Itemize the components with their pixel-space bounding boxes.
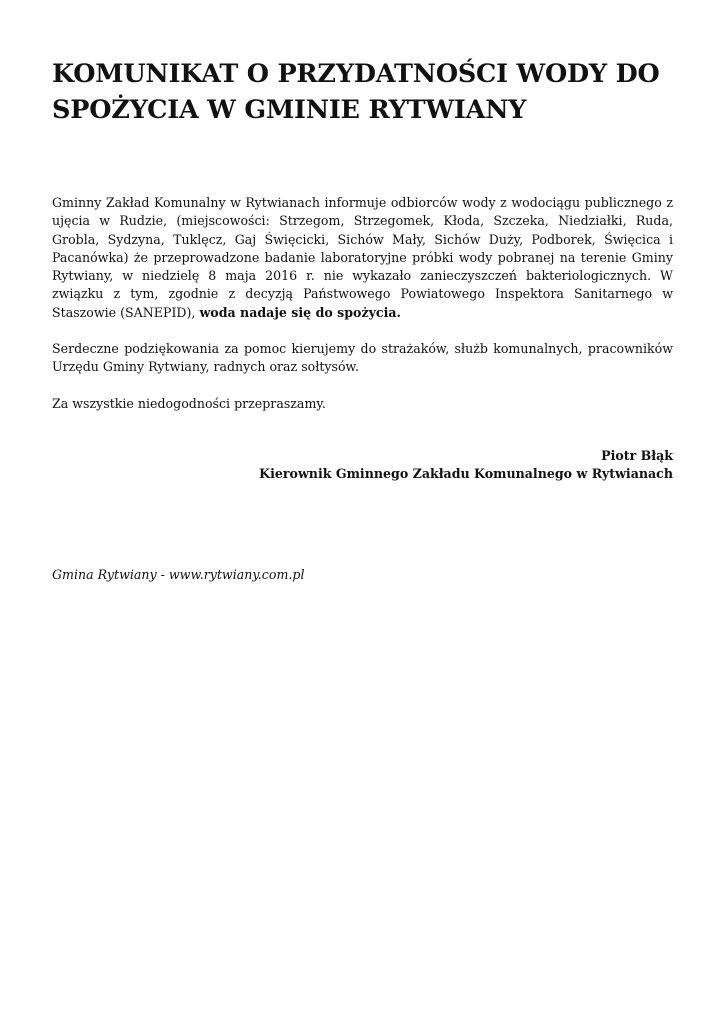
signature-name: Piotr Błąk	[601, 447, 673, 463]
page-footer: Gmina Rytwiany - www.rytwiany.com.pl	[52, 566, 305, 582]
document-title: KOMUNIKAT O PRZYDATNOŚCI WODY DO SPOŻYCIA W GMINIE RYTWIANY	[52, 59, 660, 125]
signature-role: Kierownik Gminnego Zakładu Komunalnego w Rytwianach	[259, 466, 673, 482]
announcement-paragraph	[52, 194, 673, 322]
apology-paragraph: Za wszystkie niedogodności przepraszamy.	[52, 395, 326, 411]
announcement-text: Gminny Zakład Komunalny w Rytwianach informuje odbiorców wody z wodociągu publicznego z ujęcia w Rudzie, (miejscowości: Strzegom, Strzegomek, Kłoda, Szczeka, Niedziałki, Ruda, Grobla, Sydzyna, Tuklęcz, Gaj Święcicki, Sichów Mały, Sichów Duży, Podborek, Święcica i Pacanówka) że przeprowadzone badanie laboratoryjne próbki wody pobranej na terenie Gminy Rytwiany, w niedzielę 8 maja 2016 r. nie wykazało zanieczyszczeń bakteriologicznych. W związku z tym, zgodnie z decyzją Państwowego Powiatowego Inspektora Sanitarnego w Staszowie (SANEPID),	[52, 195, 673, 320]
thanks-paragraph: Serdeczne podziękowania za pomoc kierujemy do strażaków, służb komunalnych, pracowników Urzędu Gminy Rytwiany, radnych oraz sołtysów.	[52, 341, 673, 375]
signature-block	[52, 447, 673, 484]
document-page	[52, 56, 673, 584]
announcement-conclusion: woda nadaje się do spożycia.	[199, 304, 401, 320]
